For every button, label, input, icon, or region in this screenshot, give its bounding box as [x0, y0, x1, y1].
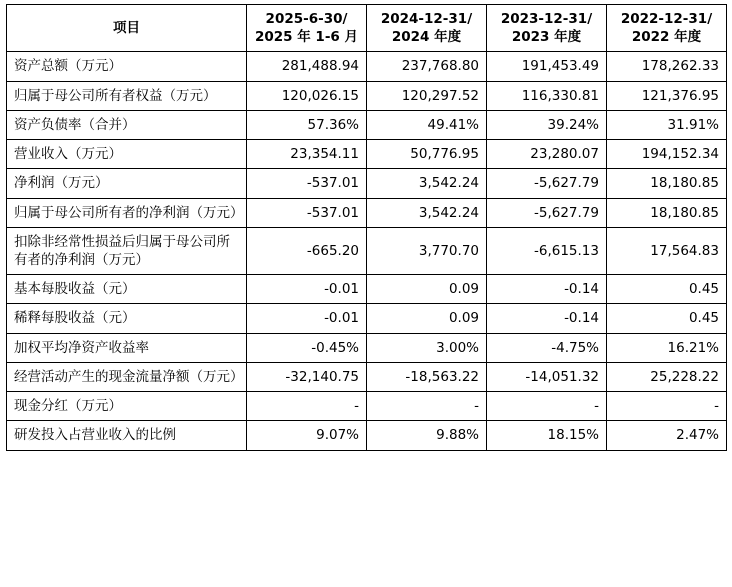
table-row	[7, 227, 727, 274]
row-value: -	[247, 392, 367, 421]
row-value: 2.47%	[607, 421, 727, 450]
row-value: 0.45	[607, 304, 727, 333]
row-value: -	[487, 392, 607, 421]
table-row	[7, 198, 727, 227]
table-row	[7, 275, 727, 304]
header-line: 2023-12-31/	[500, 11, 593, 27]
row-value: 25,228.22	[607, 362, 727, 391]
row-value: 23,280.07	[487, 140, 607, 169]
row-value: -5,627.79	[487, 169, 607, 198]
header-cell-period-1	[247, 5, 367, 52]
row-value: -4.75%	[487, 333, 607, 362]
row-label: 扣除非经常性损益后归属于母公司所有者的净利润（万元）	[7, 227, 247, 274]
row-label: 归属于母公司所有者的净利润（万元）	[7, 198, 247, 227]
row-value: 23,354.11	[247, 140, 367, 169]
row-value: 18,180.85	[607, 198, 727, 227]
row-label: 研发投入占营业收入的比例	[7, 421, 247, 450]
header-line: 2023 年度	[511, 29, 582, 46]
row-value: 178,262.33	[607, 52, 727, 81]
header-line: 2025-6-30/	[265, 11, 348, 27]
row-value: -0.01	[247, 304, 367, 333]
table-header-row	[7, 5, 727, 52]
row-value: 17,564.83	[607, 227, 727, 274]
row-value: 3,542.24	[367, 198, 487, 227]
header-cell-item	[7, 5, 247, 52]
row-value: 3.00%	[367, 333, 487, 362]
header-cell-period-4	[607, 5, 727, 52]
row-value: 16.21%	[607, 333, 727, 362]
row-value: 18,180.85	[607, 169, 727, 198]
table-row	[7, 110, 727, 139]
row-value: -537.01	[247, 198, 367, 227]
row-value: 3,542.24	[367, 169, 487, 198]
row-value: 120,026.15	[247, 81, 367, 110]
row-value: -	[367, 392, 487, 421]
row-value: -0.14	[487, 304, 607, 333]
row-label: 基本每股收益（元）	[7, 275, 247, 304]
row-value: 0.45	[607, 275, 727, 304]
row-value: 9.88%	[367, 421, 487, 450]
header-line: 2022-12-31/	[620, 11, 713, 27]
table-row	[7, 140, 727, 169]
row-label: 经营活动产生的现金流量净额（万元）	[7, 362, 247, 391]
row-label: 加权平均净资产收益率	[7, 333, 247, 362]
header-line: 2024-12-31/	[380, 11, 473, 27]
row-value: -665.20	[247, 227, 367, 274]
row-value: 18.15%	[487, 421, 607, 450]
header-line: 2022 年度	[631, 29, 702, 46]
table-row	[7, 333, 727, 362]
row-value: 281,488.94	[247, 52, 367, 81]
row-value: 121,376.95	[607, 81, 727, 110]
table-row	[7, 304, 727, 333]
row-value: 31.91%	[607, 110, 727, 139]
row-value: -	[607, 392, 727, 421]
row-value: -0.01	[247, 275, 367, 304]
header-line: 项目	[113, 20, 140, 37]
row-value: 0.09	[367, 275, 487, 304]
row-value: 120,297.52	[367, 81, 487, 110]
row-value: -18,563.22	[367, 362, 487, 391]
row-value: -14,051.32	[487, 362, 607, 391]
row-value: -537.01	[247, 169, 367, 198]
header-line: 2024 年度	[391, 29, 462, 46]
row-value: 9.07%	[247, 421, 367, 450]
row-label: 现金分红（万元）	[7, 392, 247, 421]
row-label: 稀释每股收益（元）	[7, 304, 247, 333]
row-value: -0.45%	[247, 333, 367, 362]
row-label: 资产总额（万元）	[7, 52, 247, 81]
table-row	[7, 362, 727, 391]
row-label: 资产负债率（合并）	[7, 110, 247, 139]
row-label: 营业收入（万元）	[7, 140, 247, 169]
row-value: -0.14	[487, 275, 607, 304]
table-row	[7, 52, 727, 81]
row-value: 39.24%	[487, 110, 607, 139]
row-value: 237,768.80	[367, 52, 487, 81]
table-row	[7, 421, 727, 450]
row-value: -5,627.79	[487, 198, 607, 227]
row-value: 57.36%	[247, 110, 367, 139]
row-value: 116,330.81	[487, 81, 607, 110]
row-value: 191,453.49	[487, 52, 607, 81]
row-label: 归属于母公司所有者权益（万元）	[7, 81, 247, 110]
header-cell-period-3	[487, 5, 607, 52]
table-row	[7, 392, 727, 421]
row-value: 3,770.70	[367, 227, 487, 274]
row-value: 194,152.34	[607, 140, 727, 169]
row-value: -32,140.75	[247, 362, 367, 391]
row-value: 0.09	[367, 304, 487, 333]
financial-summary-table	[6, 4, 727, 451]
header-line: 2025 年 1-6 月	[254, 29, 359, 46]
row-value: -6,615.13	[487, 227, 607, 274]
row-value: 49.41%	[367, 110, 487, 139]
header-cell-period-2	[367, 5, 487, 52]
table-row	[7, 169, 727, 198]
table-row	[7, 81, 727, 110]
row-label: 净利润（万元）	[7, 169, 247, 198]
row-value: 50,776.95	[367, 140, 487, 169]
